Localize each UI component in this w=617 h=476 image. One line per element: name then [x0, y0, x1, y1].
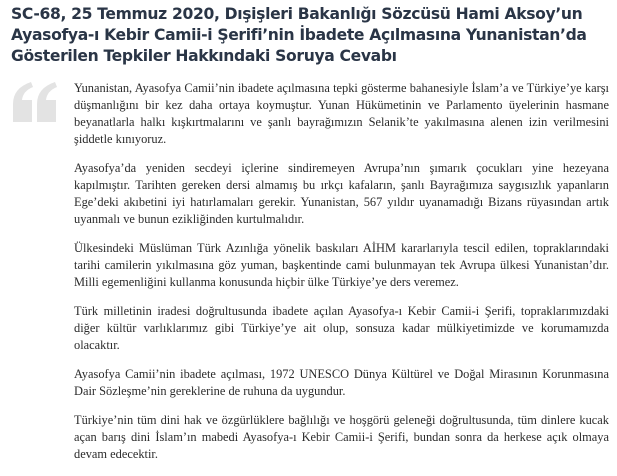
paragraph-2: Ayasofya’da yeniden secdeyi içlerine sindiremeyen Avrupa’nın şımarık çocukları yine hezeyana kapılmıştır. Tarihten gereken dersi almamış bu ırkçı kafaların, şanlı Bayrağımıza saygısızlık yapanların Ege’deki akıbetini iyi hatırlamaları gerekir. Yunanistan, 567 yıldır uyanamadığı Bizans rüyasından artık uyanmalı ve bunun ezikliğinden kurtulmalıdır.	[74, 161, 609, 226]
paragraph-5: Ayasofya Camii’nin ibadete açılması, 1972 UNESCO Dünya Kültürel ve Doğal Mirasının Korunmasına Dair Sözleşme’nin gereklerine de ruhuna da uygundur.	[74, 367, 609, 398]
paragraph-6: Türkiye’nin tüm dini hak ve özgürlüklere bağlılığı ve hoşgörü geleneği doğrultusunda, tüm dinlere kucak açan barış dini İslam’ın mabedi Ayasofya-ı Kebir Camii-i Şerifi, bundan sonra da herkese açık olmaya devam edecektir.	[74, 413, 609, 461]
paragraph-1: Yunanistan, Ayasofya Camii’nin ibadete açılmasına tepki gösterme bahanesiyle İslam’a ve Türkiye’ye karşı düşmanlığını bir kez daha ortaya koymuştur. Yunan Hükümetinin ve Parlamento üyelerinin hasmane beyanatlarla halkı kışkırtmalarını ve şanlı bayrağımızın Selanik’te yakılmasına alenen izin verilmesini şiddetle kınıyoruz.	[74, 81, 609, 146]
quote-mark-icon	[13, 82, 57, 122]
statement-body	[74, 80, 609, 475]
paragraph-4: Türk milletinin iradesi doğrultusunda ibadete açılan Ayasofya-ı Kebir Camii-i Şerifi, topraklarımızdaki diğer kültür varlıklarımız gibi Türkiye’ye ait olup, sonsuza kadar mülkiyetimizde ve korumamızda olacaktır.	[74, 304, 609, 352]
paragraph-3: Ülkesindeki Müslüman Türk Azınlığa yönelik baskıları AİHM kararlarıyla tescil edilen, topraklarındaki tarihi camilerin yıkılmasına göz yuman, başkentinde cami bulunmayan tek Avrupa ülkesi Yunanistan’dır. Milli egemenliğini kullanma konusunda hiçbir ülke Türkiye’ye ders veremez.	[74, 241, 609, 289]
page-title: SC-68, 25 Temmuz 2020, Dışişleri Bakanlığı Sözcüsü Hami Aksoy’un Ayasofya-ı Kebir Camii-i Şerifi’nin İbadete Açılmasına Yunanistan’da Gösterilen Tepkiler Hakkındaki Soruya Cevabı	[11, 5, 587, 65]
